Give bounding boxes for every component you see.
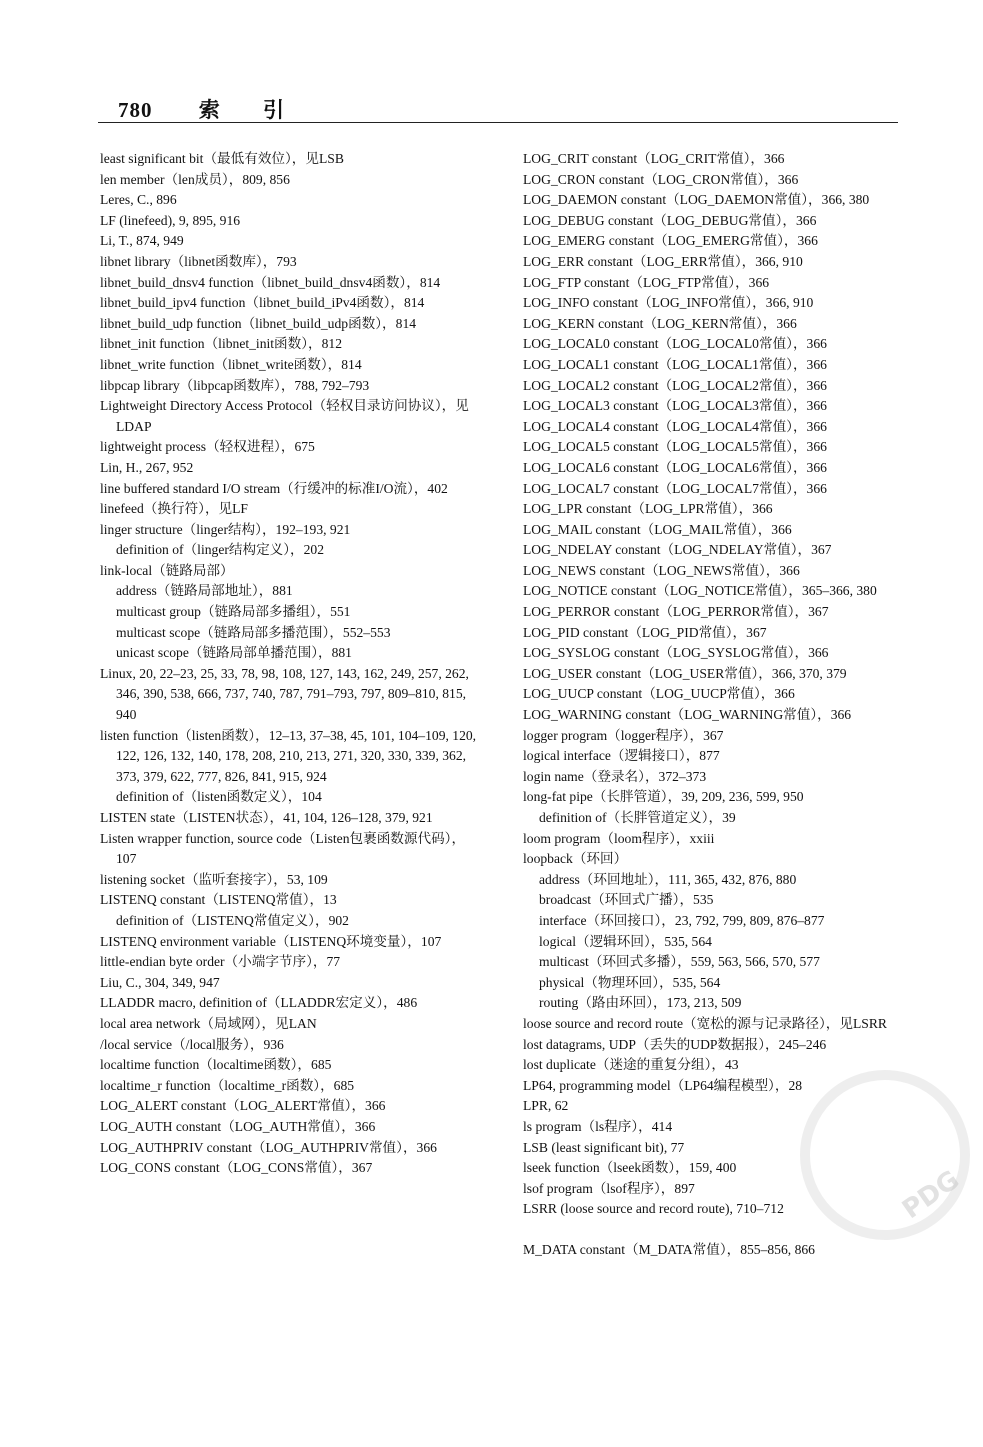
index-entry: line buffered standard I/O stream（行缓冲的标准I/O流），402 [100, 480, 448, 496]
index-entry: LOG_DAEMON constant（LOG_DAEMON常值），366, 380 [523, 192, 870, 208]
index-entry: LOG_PERROR constant（LOG_PERROR常值），367 [523, 604, 829, 620]
index-entry: LOG_MAIL constant（LOG_MAIL常值），366 [523, 521, 792, 537]
index-entry: Lightweight Directory Access Protocol（轻权目录访问协议），见LDAP [100, 398, 469, 434]
watermark-text: PDG [897, 1164, 965, 1226]
index-entry: LOG_AUTH constant（LOG_AUTH常值），366 [100, 1118, 376, 1134]
index-entry: len member（len成员），809, 856 [100, 171, 290, 187]
index-entry: lightweight process（轻权进程），675 [100, 439, 315, 455]
index-entry: Lin, H., 267, 952 [100, 459, 194, 475]
index-entry: M_DATA constant（M_DATA常值），855–856, 866 [523, 1242, 815, 1258]
index-entry: libnet library（libnet函数库），793 [100, 253, 297, 269]
index-subentry: physical（物理环回），535, 564 [539, 974, 721, 990]
header-rule [98, 122, 898, 123]
index-entry: ls program（ls程序），414 [523, 1118, 673, 1134]
index-entry: libnet_build_dnsv4 function（libnet_build_dnsv4函数），814 [100, 274, 441, 290]
index-subentry: address（链路局部地址），881 [116, 583, 293, 599]
index-entry: libnet_init function（libnet_init函数），812 [100, 336, 343, 352]
index-entry: libpcap library（libpcap函数库），788, 792–793 [100, 377, 370, 393]
index-subentry: multicast group（链路局部多播组），551 [116, 604, 351, 620]
index-entry: logical interface（逻辑接口），877 [523, 748, 720, 764]
index-entry: linefeed（换行符），见LF [100, 501, 248, 517]
index-entry: LOG_LOCAL1 constant（LOG_LOCAL1常值），366 [523, 356, 827, 372]
index-column-left [100, 149, 482, 1179]
index-entry: LPR, 62 [523, 1098, 569, 1114]
index-entry: LOG_ALERT constant（LOG_ALERT常值），366 [100, 1098, 386, 1114]
index-subentry: definition of（LISTENQ常值定义），902 [116, 912, 349, 928]
index-entry: LOG_SYSLOG constant（LOG_SYSLOG常值），366 [523, 645, 829, 661]
index-entry: LOG_LPR constant（LOG_LPR常值），366 [523, 501, 773, 517]
index-entry: LOG_LOCAL4 constant（LOG_LOCAL4常值），366 [523, 418, 827, 434]
index-entry: LOG_LOCAL6 constant（LOG_LOCAL6常值），366 [523, 459, 827, 475]
index-column-right [523, 149, 906, 1261]
index-entry: LISTEN state（LISTEN状态），41, 104, 126–128, 379, 921 [100, 810, 433, 825]
index-entry: Listen wrapper function, source code（Listen包裹函数源代码），107 [100, 830, 466, 867]
index-entry: LOG_AUTHPRIV constant（LOG_AUTHPRIV常值），366 [100, 1139, 437, 1155]
index-entry: loose source and record route（宽松的源与记录路径），见LSRR [523, 1015, 887, 1031]
header-title-char-2: 引 [263, 98, 285, 122]
index-entry: least significant bit（最低有效位），见LSB [100, 151, 344, 166]
index-entry: LOG_INFO constant（LOG_INFO常值），366, 910 [523, 295, 814, 311]
index-entry: loopback（环回） [523, 851, 628, 867]
index-entry [523, 1220, 906, 1241]
index-entry: LOG_DEBUG constant（LOG_DEBUG常值），366 [523, 212, 817, 228]
index-entry: LOG_NOTICE constant（LOG_NOTICE常值），365–366, 380 [523, 583, 877, 599]
index-entry: LOG_CRIT constant（LOG_CRIT常值），366 [523, 151, 785, 166]
index-entry: libnet_write function（libnet_write函数），814 [100, 356, 362, 372]
index-entry: LOG_LOCAL7 constant（LOG_LOCAL7常值），366 [523, 480, 827, 496]
index-subentry: definition of（长胖管道定义），39 [539, 810, 736, 825]
index-entry: LOG_ERR constant（LOG_ERR常值），366, 910 [523, 253, 803, 269]
index-entry: LLADDR macro, definition of（LLADDR宏定义），486 [100, 995, 418, 1011]
index-subentry: routing（路由环回），173, 213, 509 [539, 995, 742, 1011]
index-subentry: broadcast（环回式广播），535 [539, 892, 714, 908]
index-entry: LOG_LOCAL2 constant（LOG_LOCAL2常值），366 [523, 377, 827, 393]
index-entry: LOG_UUCP constant（LOG_UUCP常值），366 [523, 686, 795, 702]
index-entry: LOG_PID constant（LOG_PID常值），367 [523, 624, 767, 640]
index-entry: libnet_build_ipv4 function（libnet_build_iPv4函数），814 [100, 295, 425, 311]
index-entry: LOG_NDELAY constant（LOG_NDELAY常值），367 [523, 542, 832, 558]
index-entry: LOG_EMERG constant（LOG_EMERG常值），366 [523, 233, 818, 249]
index-subentry: address（环回地址），111, 365, 432, 876, 880 [539, 871, 797, 887]
index-entry: lsof program（lsof程序），897 [523, 1180, 695, 1196]
index-entry: LP64, programming model（LP64编程模型），28 [523, 1077, 803, 1093]
index-subentry: definition of（listen函数定义），104 [116, 789, 322, 805]
page-number: 780 [118, 98, 153, 122]
index-subentry: multicast（环回式多播），559, 563, 566, 570, 577 [539, 954, 820, 970]
index-subentry: interface（环回接口），23, 792, 799, 809, 876–877 [539, 912, 825, 928]
index-entry: LOG_LOCAL5 constant（LOG_LOCAL5常值），366 [523, 439, 827, 455]
index-entry: login name（登录名），372–373 [523, 768, 707, 784]
header-title-char-1: 索 [198, 98, 221, 122]
index-entry: LISTENQ environment variable（LISTENQ环境变量），107 [100, 933, 442, 949]
index-entry: LOG_WARNING constant（LOG_WARNING常值），366 [523, 707, 852, 723]
index-entry: Linux, 20, 22–23, 25, 33, 78, 98, 108, 127, 143, 162, 249, 257, 262, 346, 390, 538, 666, 737, 740, 787, 791–793, 797, 809–810, 815, 940 [100, 665, 469, 723]
index-entry: link-local（链路局部） [100, 562, 234, 578]
index-entry: lseek function（lseek函数），159, 400 [523, 1160, 737, 1176]
index-entry: libnet_build_udp function（libnet_build_udp函数），814 [100, 315, 417, 331]
index-subentry: definition of（linger结构定义），202 [116, 542, 325, 558]
index-subentry: unicast scope（链路局部单播范围），881 [116, 645, 352, 661]
index-entry: /local service（/local服务），936 [100, 1036, 284, 1052]
index-entry: linger structure（linger结构），192–193, 921 [100, 521, 351, 537]
index-entry: localtime function（localtime函数），685 [100, 1057, 332, 1073]
index-entry: LOG_LOCAL3 constant（LOG_LOCAL3常值），366 [523, 398, 827, 414]
index-entry: LOG_KERN constant（LOG_KERN常值），366 [523, 315, 797, 331]
index-subentry: multicast scope（链路局部多播范围），552–553 [116, 624, 391, 640]
index-entry: logger program（logger程序），367 [523, 727, 724, 743]
index-entry: little-endian byte order（小端字节序），77 [100, 954, 341, 970]
index-entry: lost duplicate（迷途的重复分组），43 [523, 1057, 739, 1073]
index-entry: localtime_r function（localtime_r函数），685 [100, 1077, 355, 1093]
index-entry: LOG_NEWS constant（LOG_NEWS常值），366 [523, 562, 800, 578]
index-entry: Leres, C., 896 [100, 192, 177, 208]
index-subentry: logical（逻辑环回），535, 564 [539, 933, 712, 949]
index-entry: LSRR (loose source and record route), 710–712 [523, 1201, 784, 1217]
index-entry: listening socket（监听套接字），53, 109 [100, 871, 328, 887]
index-entry: LOG_USER constant（LOG_USER常值），366, 370, 379 [523, 665, 847, 681]
index-entry: LOG_LOCAL0 constant（LOG_LOCAL0常值），366 [523, 336, 827, 352]
index-entry: LISTENQ constant（LISTENQ常值），13 [100, 892, 337, 908]
index-entry: LOG_CRON constant（LOG_CRON常值），366 [523, 171, 799, 187]
index-entry: LSB (least significant bit), 77 [523, 1139, 685, 1155]
index-entry: listen function（listen函数），12–13, 37–38, 45, 101, 104–109, 120, 122, 126, 132, 140, 178, 208, 210, 213, 271, 320, 330, 339, 362, 373, 379, 622, 777, 826, 841, 915, 924 [100, 727, 477, 784]
page-header [118, 94, 285, 124]
index-entry: Li, T., 874, 949 [100, 233, 184, 249]
index-entry: LF (linefeed), 9, 895, 916 [100, 212, 241, 228]
index-entry: lost datagrams, UDP（丢失的UDP数据报），245–246 [523, 1036, 827, 1052]
index-entry: local area network（局域网），见LAN [100, 1015, 317, 1031]
index-entry: LOG_FTP constant（LOG_FTP常值），366 [523, 274, 770, 290]
index-entry: LOG_CONS constant（LOG_CONS常值），367 [100, 1160, 373, 1176]
index-entry: Liu, C., 304, 349, 947 [100, 974, 220, 990]
index-entry: long-fat pipe（长胖管道），39, 209, 236, 599, 950 [523, 789, 804, 805]
index-entry: loom program（loom程序），xxiii [523, 830, 715, 846]
